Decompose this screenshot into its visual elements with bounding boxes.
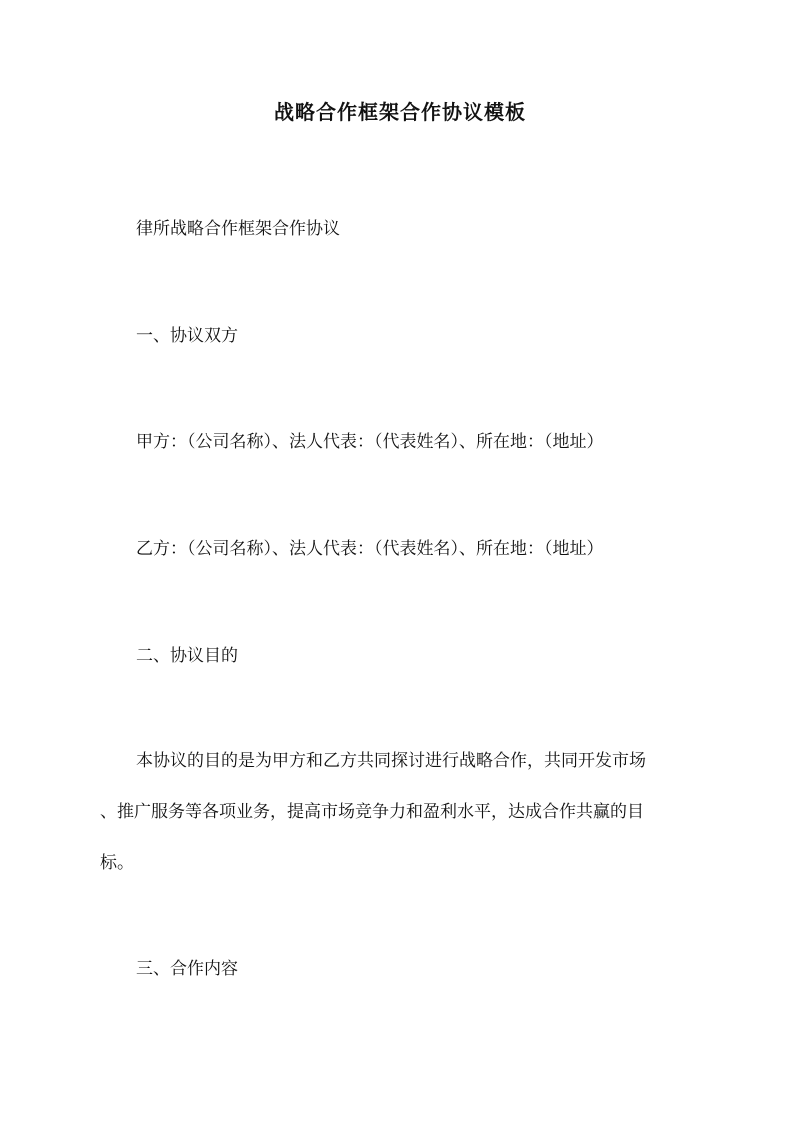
party-b-line: 乙方：（公司名称）、法人代表：（代表姓名）、所在地：（地址）: [136, 539, 604, 559]
purpose-line: 标。: [100, 853, 134, 873]
document-title: 战略合作框架合作协议模板: [274, 100, 526, 124]
purpose-paragraph: [100, 747, 700, 877]
section-heading-purpose: 二、协议目的: [136, 646, 238, 666]
purpose-line: 、推广服务等各项业务，提高市场竞争力和盈利水平，达成合作共赢的目: [100, 802, 644, 822]
section-heading-content: 三、合作内容: [136, 959, 238, 979]
party-a-line: 甲方：（公司名称）、法人代表：（代表姓名）、所在地：（地址）: [136, 432, 604, 452]
purpose-line: 本协议的目的是为甲方和乙方共同探讨进行战略合作，共同开发市场: [136, 751, 646, 771]
section-heading-parties: 一、协议双方: [136, 326, 238, 346]
document-subtitle: 律所战略合作框架合作协议: [136, 219, 340, 239]
